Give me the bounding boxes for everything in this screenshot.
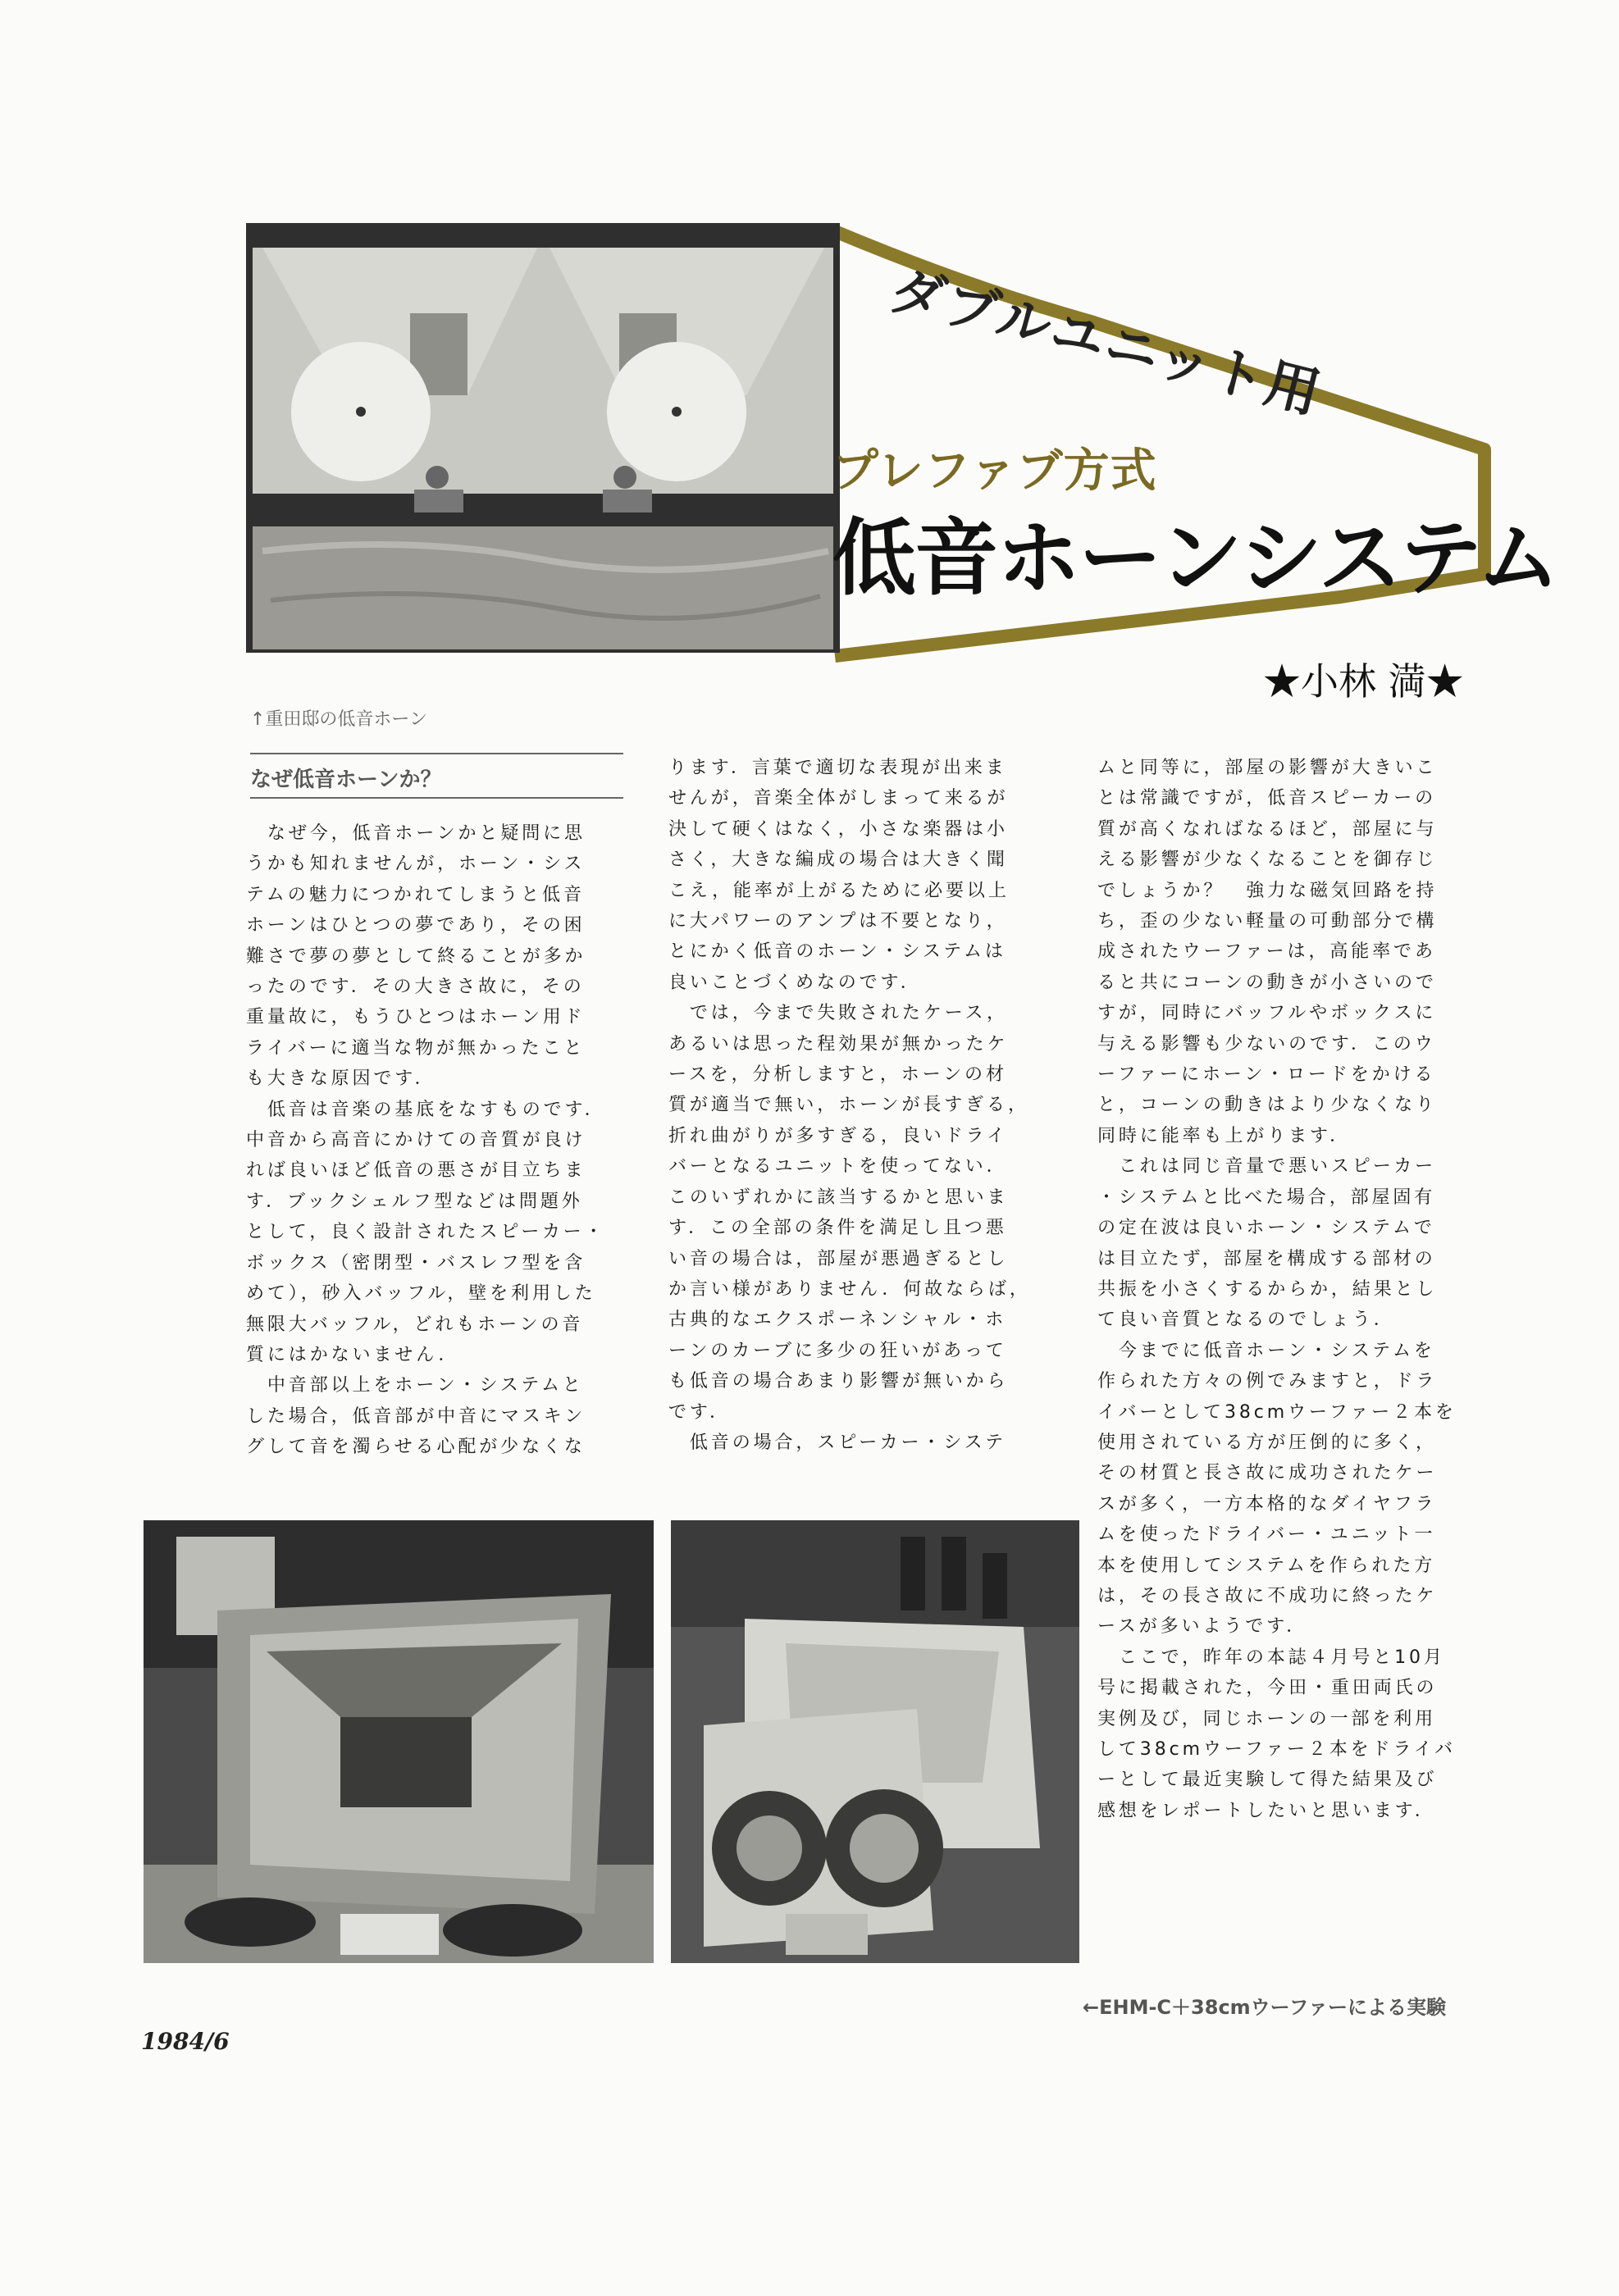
title-main: 低音ホーンシステム	[832, 510, 1559, 608]
text-line: 無限大バッフル，どれもホーンの音	[246, 1314, 584, 1335]
text-line: 作られた方々の例でみますと，ドラ	[1097, 1371, 1438, 1392]
text-column-1	[246, 818, 606, 1463]
text-line: ち，歪の少ない軽量の可動部分で構	[1097, 911, 1438, 932]
text-line: イバーとして38cmウーファー２本を	[1097, 1401, 1457, 1423]
text-line: 折れ曲がりが多すぎる，良いドライ	[668, 1125, 1008, 1146]
text-column-2	[668, 753, 1031, 1458]
photo-caption-bottom: ←EHM-C＋38cmウーファーによる実験	[1083, 1996, 1446, 2019]
issue-date: 1984/6	[141, 2028, 230, 2055]
text-line: 成されたウーファーは，高能率であ	[1097, 941, 1436, 963]
text-line: ムと同等に，部屋の影響が大きいこ	[1097, 758, 1438, 778]
text-line: 同時に能率も上がります．	[1097, 1125, 1352, 1146]
text-line: ったのです．その大きさ故に，その	[246, 977, 585, 998]
text-line: では，今まで失敗されたケース，	[668, 1003, 1008, 1024]
text-line: に大パワーのアンプは不要となり，	[668, 911, 1008, 932]
title-sub1: ダブルユニット用	[883, 257, 1329, 426]
text-line: す．ブックシェルフ型などは問題外	[246, 1191, 583, 1212]
text-line: ムを使ったドライバー・ユニット一	[1097, 1524, 1436, 1546]
text-line: した場合，低音部が中音にマスキン	[246, 1405, 586, 1427]
text-line: 決して硬くはなく，小さな楽器は小	[668, 818, 1008, 840]
text-line: 質が高くなればなるほど，部屋に与	[1097, 818, 1438, 840]
text-line: か言い様がありません．何故ならば，	[668, 1278, 1031, 1300]
text-line: 中音部以上をホーン・システムと	[246, 1375, 584, 1396]
text-line: 難さで夢の夢として終ることが多か	[246, 945, 586, 967]
text-line: は目立たず，部屋を構成する部材の	[1097, 1248, 1436, 1269]
text-line: 今までに低音ホーン・システムを	[1097, 1340, 1435, 1361]
text-column-3	[1097, 753, 1457, 1826]
section-rule-top	[250, 753, 623, 754]
text-line: ホーンはひとつの夢であり，その困	[246, 915, 586, 936]
text-line: して38cmウーファー２本をドライバ	[1097, 1739, 1457, 1760]
text-line: 低音は音楽の基底をなすものです．	[246, 1099, 606, 1120]
text-line: バーとなるユニットを使ってない．	[668, 1156, 1008, 1178]
text-line: 本を使用してシステムを作られた方	[1097, 1555, 1436, 1576]
text-line: も低音の場合あまり影響が無いから	[668, 1371, 1009, 1392]
text-line: 感想をレポートしたいと思います．	[1097, 1800, 1436, 1821]
photo-caption-top: ↑重田邸の低音ホーン	[250, 709, 427, 730]
title-sub2: プレファブ方式	[832, 444, 1157, 498]
text-line: 号に掲載された，今田・重田両氏の	[1097, 1678, 1438, 1699]
text-line: ると共にコーンの動きが小さいので	[1097, 972, 1437, 993]
photo-woofer-experiment	[671, 1520, 1079, 1963]
text-line: うかも知れませんが，ホーン・シス	[246, 854, 586, 875]
text-line: ーとして最近実験して得た結果及び	[1097, 1770, 1438, 1791]
section-rule-bottom	[250, 797, 623, 799]
text-line: すが，同時にバッフルやボックスに	[1097, 1003, 1437, 1024]
text-line: とは常識ですが，低音スピーカーの	[1097, 788, 1437, 809]
text-line: 与える影響も少ないのです．このウ	[1097, 1033, 1436, 1055]
text-line: あるいは思った程効果が無かったケ	[668, 1033, 1009, 1055]
text-line: ります．言葉で適切な表現が出来ま	[668, 758, 1007, 778]
text-line: テムの魅力につかれてしまうと低音	[246, 884, 585, 905]
text-line: その材質と長さ故に成功されたケー	[1097, 1463, 1438, 1484]
text-line: す．この全部の条件を満足し且つ悪	[668, 1218, 1007, 1239]
text-line: 質が適当で無い，ホーンが長すぎる，	[668, 1095, 1029, 1116]
text-line: ースが多いようです．	[1097, 1616, 1308, 1638]
text-line: 共振を小さくするからか，結果とし	[1097, 1278, 1438, 1300]
text-line: とにかく低音のホーン・システムは	[668, 941, 1006, 963]
text-line: れば良いほど低音の悪さが目立ちま	[246, 1160, 586, 1182]
text-line: は，その長さ故に不成功に終ったケ	[1097, 1585, 1438, 1606]
text-line: ボックス（密閉型・バスレフ型を含	[246, 1252, 586, 1273]
text-line: 実例及び，同じホーンの一部を利用	[1097, 1708, 1437, 1729]
text-line: でしょうか？ 強力な磁気回路を持	[1097, 880, 1438, 901]
text-line: ライバーに適当な物が無かったこと	[246, 1037, 586, 1059]
text-line: さく，大きな編成の場合は大きく聞	[668, 850, 1008, 871]
text-line: 使用されている方が圧倒的に多く，	[1097, 1432, 1437, 1453]
text-line: このいずれかに該当するかと思いま	[668, 1187, 1009, 1208]
text-line: スが多く，一方本格的なダイヤフラ	[1097, 1493, 1437, 1515]
text-line: える影響が少なくなることを御存じ	[1097, 850, 1438, 871]
text-line: ここで，昨年の本誌４月号と10月	[1097, 1647, 1445, 1668]
text-line: こえ，能率が上がるために必要以上	[668, 880, 1010, 901]
text-line: めて），砂入バッフル，壁を利用した	[246, 1283, 596, 1305]
text-line: 古典的なエクスポーネンシャル・ホ	[668, 1310, 1007, 1331]
header-photo-horn	[246, 223, 840, 653]
text-line: ースを，分析しますと，ホーンの材	[668, 1064, 1007, 1086]
text-line: 低音の場合，スピーカー・システ	[668, 1432, 1006, 1453]
text-line: これは同じ音量で悪いスピーカー	[1097, 1156, 1437, 1178]
text-line: て良い音質となるのでしょう．	[1097, 1310, 1395, 1331]
section-heading: なぜ低音ホーンか？	[250, 768, 442, 792]
author: ★小林 満★	[1263, 659, 1464, 704]
text-line: も大きな原因です．	[246, 1068, 436, 1090]
text-line: ーファーにホーン・ロードをかける	[1097, 1064, 1436, 1086]
text-line: 重量故に，もうひとつはホーン用ド	[246, 1007, 586, 1028]
text-line: ・システムと比べた場合，部屋固有	[1097, 1187, 1436, 1208]
text-line: として，良く設計されたスピーカー・	[246, 1222, 606, 1243]
text-line: の定在波は良いホーン・システムで	[1097, 1218, 1435, 1239]
text-line: なぜ今，低音ホーンかと疑問に思	[246, 823, 586, 844]
text-line: せんが，音楽全体がしまって来るが	[668, 788, 1009, 809]
text-line: と，コーンの動きはより少なくなり	[1097, 1095, 1437, 1116]
text-line: 良いことづくめなのです．	[668, 972, 922, 993]
photo-horn-box	[144, 1520, 654, 1963]
text-line: ーンのカーブに多少の狂いがあって	[668, 1340, 1007, 1361]
text-line: い音の場合は，部屋が悪過ぎるとし	[668, 1248, 1009, 1269]
text-line: 質にはかないません．	[246, 1344, 460, 1365]
text-line: グして音を濁らせる心配が少なくな	[246, 1437, 586, 1458]
text-line: 中音から高音にかけての音質が良け	[246, 1130, 586, 1151]
text-line: です．	[668, 1401, 731, 1423]
